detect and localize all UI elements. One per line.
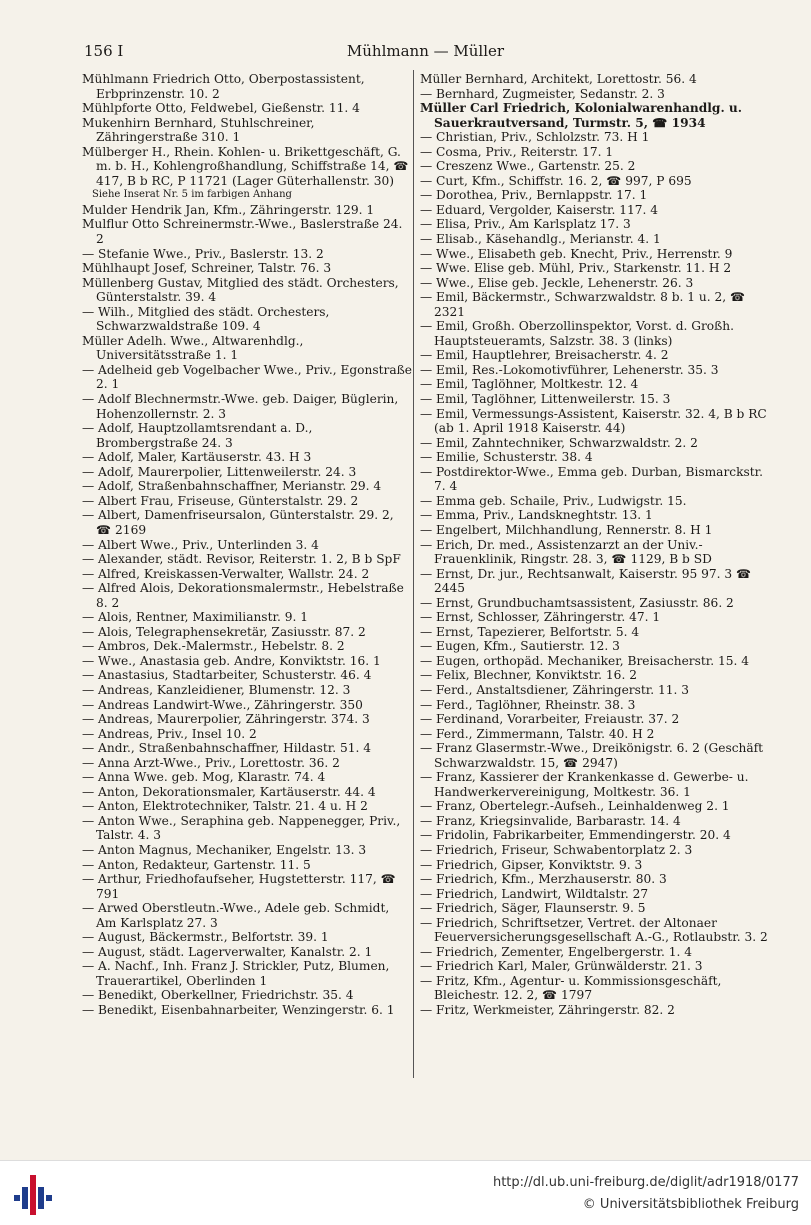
directory-entry: Mukenhirn Bernhard, Stuhlschreiner, Zähringerstraße 310. 1 [82,115,315,145]
directory-entry: Müller Carl Friedrich, Kolonialwarenhandlg. u. Sauerkrautversand, Turmstr. 5, ☎ 1934 [420,101,743,130]
directory-entry: — Andreas Landwirt-Wwe., Zähringerstr. 350 [82,697,363,712]
directory-entry: — Adolf Blechnermstr.-Wwe. geb. Daiger, Büglerin, Hohenzollernstr. 2. 3 [82,392,399,421]
directory-entry: — Dorothea, Priv., Bernlappstr. 17. 1 [420,188,648,203]
directory-entry: — Andreas, Maurerpolier, Zähringerstr. 374. 3 [82,712,370,727]
directory-entry: — Benedikt, Eisenbahnarbeiter, Wenzingerstr. 6. 1 [82,1003,395,1017]
directory-entry: Mühlpforte Otto, Feldwebel, Gießenstr. 11. 4 [82,101,360,116]
directory-entry: — Friedrich, Landwirt, Wildtalstr. 27 [420,886,649,901]
directory-entry: — Ernst, Schlosser, Zähringerstr. 47. 1 [420,610,661,625]
directory-entry: — Adelheid geb Vogelbacher Wwe., Priv., Egonstraße 2. 1 [82,362,412,392]
directory-entry: Mühlmann Friedrich Otto, Oberpostassistent, Erbprinzenstr. 10. 2 [82,72,365,101]
directory-entry: — Anton Wwe., Seraphina geb. Nappenegger, Priv., Talstr. 4. 3 [82,813,401,843]
directory-entry: Siehe Inserat Nr. 5 im farbigen Anhang [92,189,292,201]
directory-entry: — Eugen, Kfm., Sautierstr. 12. 3 [420,639,620,654]
right-column [420,72,778,1018]
directory-entry: — Fritz, Kfm., Agentur- u. Kommissionsgeschäft, Bleichestr. 12. 2, ☎ 1797 [420,973,722,1003]
page-number: 156 I [84,42,124,60]
directory-entry: — Anton, Elektrotechniker, Talstr. 21. 4 u. H 2 [82,799,368,814]
directory-entry: — Friedrich, Gipser, Konviktstr. 9. 3 [420,857,643,872]
directory-entry: — Cosma, Priv., Reiterstr. 17. 1 [420,144,614,159]
directory-entry: — Arthur, Friedhofaufseher, Hugstetterstr. 117, ☎ 791 [82,872,396,901]
directory-entry: — Friedrich, Säger, Flaunserstr. 9. 5 [420,901,646,916]
directory-entry: — Felix, Blechner, Konviktstr. 16. 2 [420,668,637,683]
directory-entry: — Wwe., Elise geb. Jeckle, Lehenerstr. 26. 3 [420,275,694,290]
directory-entry: — Anton Magnus, Mechaniker, Engelstr. 13. 3 [82,842,367,857]
directory-entry: — Friedrich, Schriftsetzer, Vertret. der Altonaer Feuerversicherungsgesellschaft A.-G., Rotlaubstr. 3. 2 [420,915,768,945]
directory-entry: — Anna Wwe. geb. Mog, Klarastr. 74. 4 [82,770,326,785]
directory-entry: — Alexander, städt. Revisor, Reiterstr. 1. 2, B b SpF [82,552,401,567]
footer-bar [0,1160,811,1225]
directory-entry: — Friedrich, Zementer, Engelbergerstr. 1. 4 [420,944,693,959]
directory-entry: — Emil, Großh. Oberzollinspektor, Vorst. d. Großh. Hauptsteueramts, Salzstr. 38. 3 (links) [420,319,735,348]
directory-entry: — Albert, Damenfriseursalon, Günterstalstr. 29. 2, ☎ 2169 [82,508,394,537]
directory-entry: — Postdirektor-Wwe., Emma geb. Durban, Bismarckstr. 7. 4 [420,464,763,494]
directory-entry: — Adolf, Hauptzollamtsrendant a. D., Brombergstraße 24. 3 [82,421,313,450]
directory-entry: — Franz, Obertelegr.-Aufseh., Leinhaldenweg 2. 1 [420,799,730,814]
directory-entry: — Friedrich Karl, Maler, Grünwälderstr. 21. 3 [420,959,703,974]
directory-entry: — Eduard, Vergolder, Kaiserstr. 117. 4 [420,202,658,217]
directory-entry: — Emil, Taglöhner, Littenweilerstr. 15. 3 [420,392,671,407]
directory-entry: — Creszenz Wwe., Gartenstr. 25. 2 [420,159,636,174]
directory-entry: — Ferd., Anstaltsdiener, Zähringerstr. 11. 3 [420,682,690,697]
directory-entry: — Wwe., Elisabeth geb. Knecht, Priv., Herrenstr. 9 [420,246,733,261]
directory-entry: — August, städt. Lagerverwalter, Kanalstr. 2. 1 [82,944,373,959]
directory-entry: — Emil, Vermessungs-Assistent, Kaiserstr. 32. 4, B b RC (ab 1. April 1918 Kaiserstr. 44) [420,406,767,436]
directory-entry: — Elisab., Käsehandlg., Merianstr. 4. 1 [420,232,661,247]
directory-entry: — Franz, Kassierer der Krankenkasse d. Gewerbe- u. Handwerkervereinigung, Moltkestr. 36. 1 [420,770,749,799]
directory-entry: — Fritz, Werkmeister, Zähringerstr. 82. 2 [420,1003,675,1017]
directory-entry: — Wwe., Anastasia geb. Andre, Konviktstr. 16. 1 [82,653,381,668]
directory-entry: — Emma, Priv., Landskneghtstr. 13. 1 [420,508,653,523]
directory-entry: Müllenberg Gustav, Mitglied des städt. Orchesters, Günterstalstr. 39. 4 [82,275,399,305]
column-divider [413,70,414,1078]
directory-entry: — Ambros, Dek.-Malermstr., Hebelstr. 8. 2 [82,639,345,654]
directory-entry: — Arwed Oberstleutn.-Wwe., Adele geb. Schmidt, Am Karlsplatz 27. 3 [82,901,390,930]
directory-entry: — Emil, Zahntechniker, Schwarzwaldstr. 2. 2 [420,435,698,450]
directory-entry: — Franz Glasermstr.-Wwe., Dreikönigstr. 6. 2 (Geschäft Schwarzwaldstr. 15, ☎ 2947) [420,741,764,770]
copyright-notice: © Universitätsbibliothek Freiburg [582,1197,799,1212]
directory-entry: — Friedrich, Friseur, Schwabentorplatz 2. 3 [420,842,693,857]
directory-entry: — Alois, Rentner, Maximilianstr. 9. 1 [82,610,308,625]
directory-entry: — Ferd., Taglöhner, Rheinstr. 38. 3 [420,697,636,712]
directory-entry: — Stefanie Wwe., Priv., Baslerstr. 13. 2 [82,246,324,261]
directory-entry: — Fridolin, Fabrikarbeiter, Emmendingerstr. 20. 4 [420,828,731,843]
directory-entry: — Andreas, Kanzleidiener, Blumenstr. 12. 3 [82,682,351,697]
directory-entry: — Emilie, Schusterstr. 38. 4 [420,450,593,465]
directory-entry: — Benedikt, Oberkellner, Friedrichstr. 35. 4 [82,988,354,1003]
left-column [82,72,412,1018]
directory-entry: — Ernst, Grundbuchamtsassistent, Zasiusstr. 86. 2 [420,595,734,610]
directory-entry: — Anton, Dekorationsmaler, Kartäuserstr. 44. 4 [82,784,376,799]
directory-entry: — Wwe. Elise geb. Mühl, Priv., Starkenstr. 11. H 2 [420,261,732,276]
directory-entry: — A. Nachf., Inh. Franz J. Strickler, Putz, Blumen, Trauerartikel, Oberlinden 1 [82,959,390,988]
directory-entry: — Emil, Res.-Lokomotivführer, Lehenerstr. 35. 3 [420,362,719,377]
directory-entry: — Ernst, Dr. jur., Rechtsanwalt, Kaiserstr. 95 97. 3 ☎ 2445 [420,566,752,596]
page-title: Mühlmann — Müller [346,42,505,60]
directory-entry: — Ernst, Tapezierer, Belfortstr. 5. 4 [420,624,640,639]
directory-entry: — August, Bäckermstr., Belfortstr. 39. 1 [82,930,329,945]
directory-entry: — Ferdinand, Vorarbeiter, Freiaustr. 37. 2 [420,712,680,727]
directory-entry: — Wilh., Mitglied des städt. Orchesters, Schwarzwaldstraße 109. 4 [82,304,330,334]
directory-entry: — Ferd., Zimmermann, Talstr. 40. H 2 [420,726,655,741]
directory-entry: Müller Adelh. Wwe., Altwarenhdlg., Universitätsstraße 1. 1 [82,333,304,363]
directory-entry: Mühlhaupt Josef, Schreiner, Talstr. 76. 3 [82,261,332,276]
directory-entry: — Christian, Priv., Schlolzstr. 73. H 1 [420,130,650,145]
directory-entry: — Emma geb. Schaile, Priv., Ludwigstr. 15. [420,493,687,508]
directory-entry: — Curt, Kfm., Schiffstr. 16. 2, ☎ 997, P 695 [420,173,692,188]
directory-entry: Mülberger H., Rhein. Kohlen- u. Brikettgeschäft, G. m. b. H., Kohlengroßhandlung, Schiffstraße 14, ☎ 417, B b RC, P 11721 (Lager Güterhallenstr. 30) [82,144,409,188]
directory-entry: Müller Bernhard, Architekt, Lorettostr. 56. 4 [420,72,697,86]
directory-entry: — Adolf, Maurerpolier, Littenweilerstr. 24. 3 [82,464,357,479]
directory-entry: — Albert Wwe., Priv., Unterlinden 3. 4 [82,537,319,552]
directory-entry: — Adolf, Maler, Kartäuserstr. 43. H 3 [82,450,312,465]
directory-entry: — Anastasius, Stadtarbeiter, Schusterstr. 46. 4 [82,668,372,683]
directory-entry: Mulder Hendrik Jan, Kfm., Zähringerstr. 129. 1 [82,202,375,217]
directory-entry: — Friedrich, Kfm., Merzhauserstr. 80. 3 [420,872,667,887]
directory-entry: — Alois, Telegraphensekretär, Zasiusstr. 87. 2 [82,624,366,639]
directory-entry: — Andr., Straßenbahnschaffner, Hildastr. 51. 4 [82,741,371,756]
directory-entry: — Emil, Bäckermstr., Schwarzwaldstr. 8 b. 1 u. 2, ☎ 2321 [420,290,746,319]
directory-entry: — Alfred, Kreiskassen-Verwalter, Wallstr. 24. 2 [82,566,370,581]
directory-entry: — Anton, Redakteur, Gartenstr. 11. 5 [82,857,311,872]
directory-entry: — Emil, Hauptlehrer, Breisacherstr. 4. 2 [420,348,669,363]
directory-entry: Mulflur Otto Schreinermstr.-Wwe., Baslerstraße 24. 2 [82,217,403,247]
library-logo-icon [12,1171,52,1217]
directory-entry: — Albert Frau, Friseuse, Günterstalstr. 29. 2 [82,493,359,508]
directory-entry: — Eugen, orthopäd. Mechaniker, Breisacherstr. 15. 4 [420,653,750,668]
directory-entry: — Engelbert, Milchhandlung, Rennerstr. 8. H 1 [420,522,713,537]
directory-entry: — Elisa, Priv., Am Karlsplatz 17. 3 [420,217,631,232]
directory-entry: — Anna Arzt-Wwe., Priv., Lorettostr. 36. 2 [82,755,340,770]
directory-entry: — Emil, Taglöhner, Moltkestr. 12. 4 [420,377,639,392]
directory-entry: — Andreas, Priv., Insel 10. 2 [82,726,257,741]
directory-entry: — Bernhard, Zugmeister, Sedanstr. 2. 3 [420,86,665,101]
directory-entry: — Adolf, Straßenbahnschaffner, Merianstr. 29. 4 [82,479,382,494]
source-url-link[interactable]: http://dl.ub.uni-freiburg.de/diglit/adr1918/0177 [492,1175,799,1190]
running-header [84,42,767,66]
directory-entry: — Erich, Dr. med., Assistenzarzt an der Univ.-Frauenklinik, Ringstr. 28. 3, ☎ 1129, B b SD [420,537,712,567]
directory-entry: — Franz, Kriegsinvalide, Barbarastr. 14. 4 [420,813,681,828]
directory-entry: — Alfred Alois, Dekorationsmalermstr., Hebelstraße 8. 2 [82,581,404,610]
